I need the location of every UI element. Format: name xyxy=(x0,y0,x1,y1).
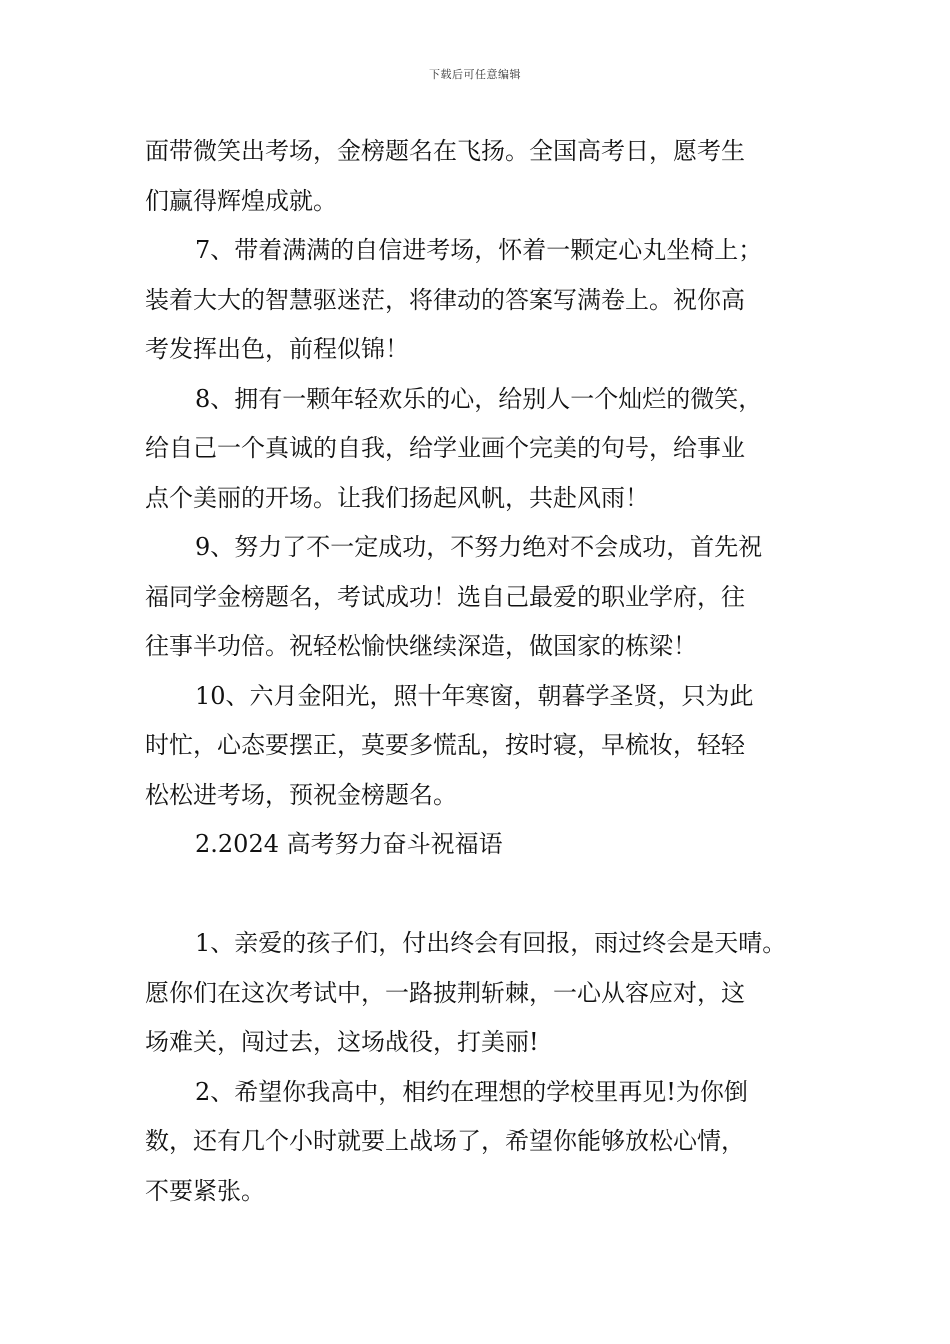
text-line: 1、亲爱的孩子们，付出终会有回报，雨过终会是天晴。 xyxy=(195,929,787,957)
text-line: 松松进考场，预祝金榜题名。 xyxy=(145,780,457,809)
page-header-note: 下载后可任意编辑 xyxy=(429,68,521,81)
text-line: 时忙，心态要摆正，莫要多慌乱，按时寝，早梳妆，轻轻 xyxy=(145,731,745,759)
paragraph-section-item-2 xyxy=(145,1068,810,1217)
text-line: 数，还有几个小时就要上战场了，希望你能够放松心情， xyxy=(145,1127,745,1155)
paragraph-item-10 xyxy=(145,672,810,821)
paragraph-item-7 xyxy=(145,226,810,375)
paragraph-item-9 xyxy=(145,523,810,672)
text-line: 场难关，闯过去，这场战役，打美丽! xyxy=(145,1028,539,1056)
text-line: 7、带着满满的自信进考场，怀着一颗定心丸坐椅上； xyxy=(195,236,763,264)
paragraph-continuation xyxy=(145,127,810,226)
paragraph-section-item-1 xyxy=(145,919,810,1068)
document-body xyxy=(145,127,810,1216)
text-line: 们赢得辉煌成就。 xyxy=(145,186,337,215)
text-line: 10、六月金阳光，照十年寒窗，朝暮学圣贤，只为此 xyxy=(195,681,754,710)
text-line: 不要紧张。 xyxy=(145,1176,265,1205)
text-line: 装着大大的智慧驱迷茫，将律动的答案写满卷上。祝你高 xyxy=(145,285,745,314)
text-line: 点个美丽的开场。让我们扬起风帆，共赴风雨！ xyxy=(145,483,649,512)
text-line: 2、希望你我高中，相约在理想的学校里再见!为你倒 xyxy=(195,1077,748,1106)
text-line: 面带微笑出考场，金榜题名在飞扬。全国高考日，愿考生 xyxy=(145,137,745,165)
paragraph-item-8 xyxy=(145,375,810,524)
text-line: 福同学金榜题名，考试成功！选自己最爱的职业学府，往 xyxy=(145,582,745,611)
text-line: 8、拥有一颗年轻欢乐的心，给别人一个灿烂的微笑， xyxy=(195,384,763,413)
text-line: 往事半功倍。祝轻松愉快继续深造，做国家的栋梁！ xyxy=(145,632,697,660)
section-heading xyxy=(145,820,810,870)
blank-line xyxy=(145,870,810,920)
text-line: 考发挥出色，前程似锦！ xyxy=(145,335,409,363)
section-heading-text: 2.2024 高考努力奋斗祝福语 xyxy=(195,830,503,858)
text-line: 愿你们在这次考试中，一路披荆斩棘，一心从容应对，这 xyxy=(145,978,745,1007)
text-line: 给自己一个真诚的自我，给学业画个完美的句号，给事业 xyxy=(145,434,745,462)
text-line: 9、努力了不一定成功，不努力绝对不会成功，首先祝 xyxy=(195,533,763,561)
